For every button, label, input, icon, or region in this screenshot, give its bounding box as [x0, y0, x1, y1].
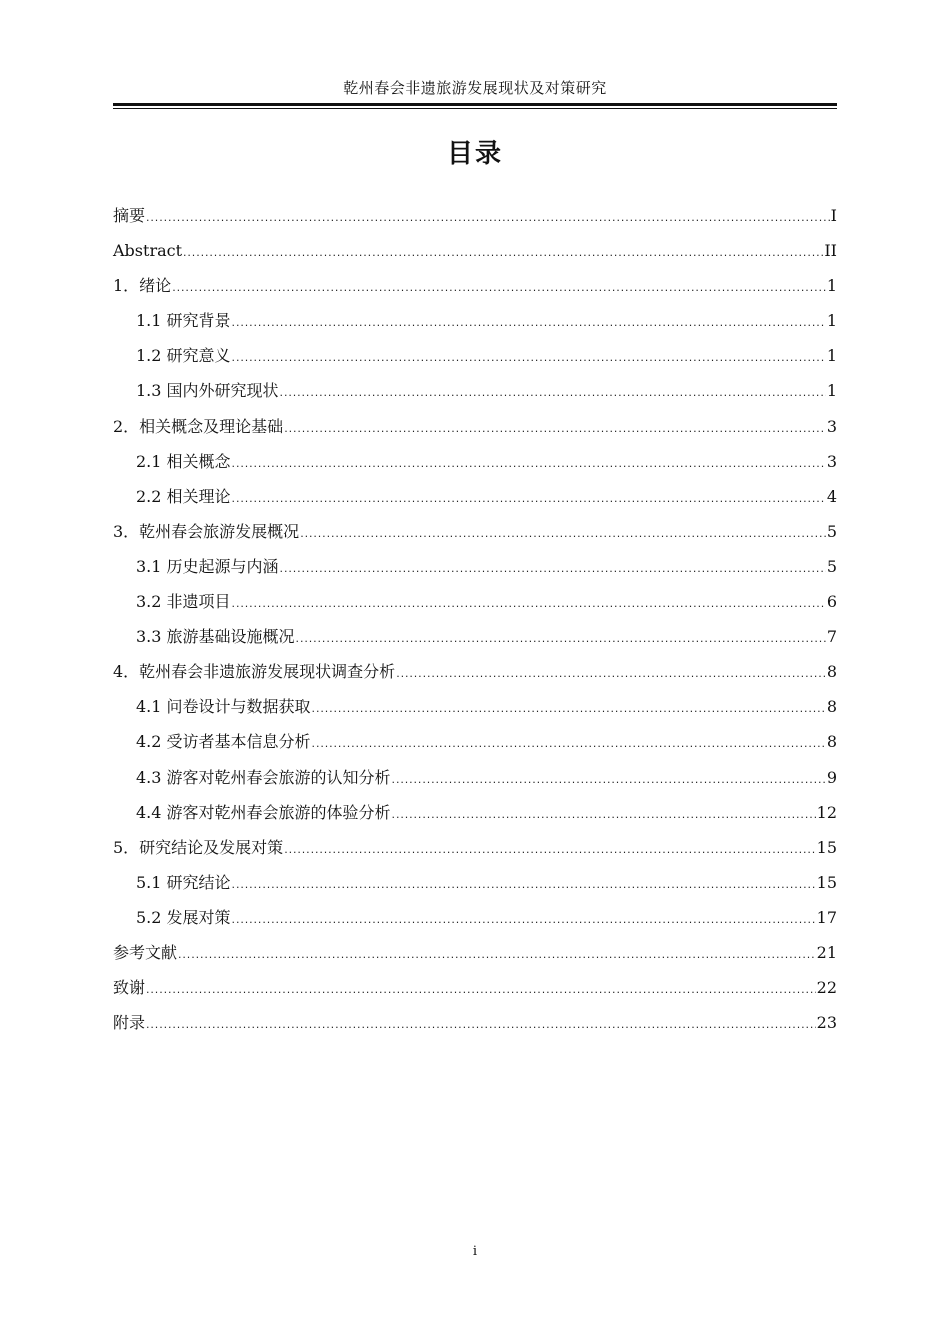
toc-entry-page: 1: [826, 346, 837, 366]
page-number: i: [472, 1244, 478, 1259]
toc-entry-label: 4.2 受访者基本信息分析: [136, 732, 311, 752]
dot-leader: [146, 1007, 816, 1042]
toc-entry[interactable]: [113, 795, 837, 830]
toc-entry[interactable]: [113, 409, 837, 444]
toc-entry-page: 7: [826, 627, 837, 647]
toc-entry[interactable]: [113, 479, 837, 514]
dot-leader: [232, 446, 826, 481]
toc-entry[interactable]: [113, 584, 837, 619]
toc-title: 目录: [446, 139, 503, 169]
toc-entry-label: 1．绪论: [113, 276, 172, 296]
toc-entry-page: 5: [826, 521, 837, 541]
toc-entry-label: 3.3 旅游基础设施概况: [136, 627, 295, 647]
toc-entry-label: 1.3 国内外研究现状: [136, 381, 279, 401]
toc-entry-page: 21: [816, 942, 837, 962]
toc-entry-label: 2.1 相关概念: [136, 451, 231, 471]
toc-entry-page: 4: [826, 486, 837, 506]
dot-leader: [146, 972, 816, 1007]
toc-entry-page: 1: [826, 311, 837, 331]
dot-leader: [300, 516, 826, 551]
toc-entry-label: 3.2 非遗项目: [136, 592, 231, 612]
dot-leader: [396, 656, 826, 691]
dot-leader: [284, 411, 826, 446]
toc-entry-label: 2．相关概念及理论基础: [113, 416, 284, 436]
toc-entry-page: 8: [826, 732, 837, 752]
dot-leader: [232, 867, 816, 902]
toc-entry-label: 摘要: [113, 206, 146, 225]
toc-entry[interactable]: [113, 970, 837, 1005]
toc-entry-label: 4．乾州春会非遗旅游发展现状调查分析: [113, 662, 396, 682]
toc-entry-page: I: [830, 206, 837, 225]
toc-entry[interactable]: [113, 373, 837, 408]
toc-entry-label: 1.2 研究意义: [136, 346, 231, 366]
dot-leader: [312, 691, 826, 726]
dot-leader: [172, 270, 826, 305]
dot-leader: [392, 762, 826, 797]
toc-entry[interactable]: [113, 900, 837, 935]
toc-entry-page: II: [824, 241, 837, 261]
toc-entry-page: 22: [816, 978, 837, 998]
dot-leader: [284, 832, 815, 867]
toc-entry-page: 1: [826, 381, 837, 401]
toc-entry[interactable]: [113, 654, 837, 689]
dot-leader: [392, 797, 816, 832]
toc-entry[interactable]: [113, 268, 837, 303]
toc-entry[interactable]: [113, 724, 837, 759]
toc-entry-page: 23: [816, 1013, 837, 1033]
dot-leader: [232, 481, 826, 516]
toc-entry-label: 4.1 问卷设计与数据获取: [136, 697, 311, 717]
dot-leader: [183, 235, 823, 270]
toc-entry-label: 4.3 游客对乾州春会旅游的认知分析: [136, 767, 391, 787]
header-rule: [113, 103, 837, 106]
dot-leader: [280, 551, 826, 586]
dot-leader: [232, 902, 816, 937]
toc-entry-label: Abstract: [113, 241, 183, 261]
toc-entry-label: 3．乾州春会旅游发展概况: [113, 521, 300, 541]
toc-entry[interactable]: [113, 514, 837, 549]
toc-entry-page: 9: [826, 767, 837, 787]
toc-entry[interactable]: [113, 760, 837, 795]
toc-entry-label: 3.1 历史起源与内涵: [136, 556, 279, 576]
toc-entry[interactable]: [113, 338, 837, 373]
toc-entry-label: 致谢: [113, 978, 146, 998]
toc-entry-page: 8: [826, 697, 837, 717]
toc-entry[interactable]: [113, 830, 837, 865]
toc-entry-label: 1.1 研究背景: [136, 311, 231, 331]
toc-entry[interactable]: [113, 198, 837, 233]
dot-leader: [232, 586, 826, 621]
toc-entry[interactable]: [113, 935, 837, 970]
toc-entry-page: 15: [816, 837, 837, 857]
toc-entry-label: 5.1 研究结论: [136, 872, 231, 892]
dot-leader: [178, 937, 816, 972]
dot-leader: [280, 375, 826, 410]
toc-entry-page: 3: [826, 416, 837, 436]
toc-entry[interactable]: [113, 619, 837, 654]
toc-entry[interactable]: [113, 1005, 837, 1040]
toc-entry[interactable]: [113, 865, 837, 900]
dot-leader: [146, 200, 830, 235]
running-header: 乾州春会非遗旅游发展现状及对策研究: [343, 79, 607, 97]
table-of-contents: [113, 198, 837, 1040]
toc-entry-page: 12: [816, 802, 837, 822]
toc-entry-page: 17: [816, 907, 837, 927]
toc-entry-label: 4.4 游客对乾州春会旅游的体验分析: [136, 802, 391, 822]
toc-entry-label: 5．研究结论及发展对策: [113, 837, 284, 857]
dot-leader: [232, 340, 826, 375]
toc-entry-page: 15: [816, 872, 837, 892]
header-rule-thin: [113, 108, 837, 109]
toc-entry[interactable]: [113, 444, 837, 479]
toc-entry[interactable]: [113, 689, 837, 724]
toc-entry-label: 5.2 发展对策: [136, 907, 231, 927]
toc-entry-label: 2.2 相关理论: [136, 486, 231, 506]
dot-leader: [312, 726, 826, 761]
toc-entry-page: 3: [826, 451, 837, 471]
toc-entry-page: 5: [826, 556, 837, 576]
toc-entry-page: 1: [826, 276, 837, 296]
toc-entry-label: 附录: [113, 1013, 146, 1033]
dot-leader: [296, 621, 826, 656]
toc-entry[interactable]: [113, 549, 837, 584]
toc-entry[interactable]: [113, 233, 837, 268]
dot-leader: [232, 305, 826, 340]
toc-entry-page: 8: [826, 662, 837, 682]
toc-entry-label: 参考文献: [113, 942, 178, 962]
toc-entry-page: 6: [826, 592, 837, 612]
toc-entry[interactable]: [113, 303, 837, 338]
